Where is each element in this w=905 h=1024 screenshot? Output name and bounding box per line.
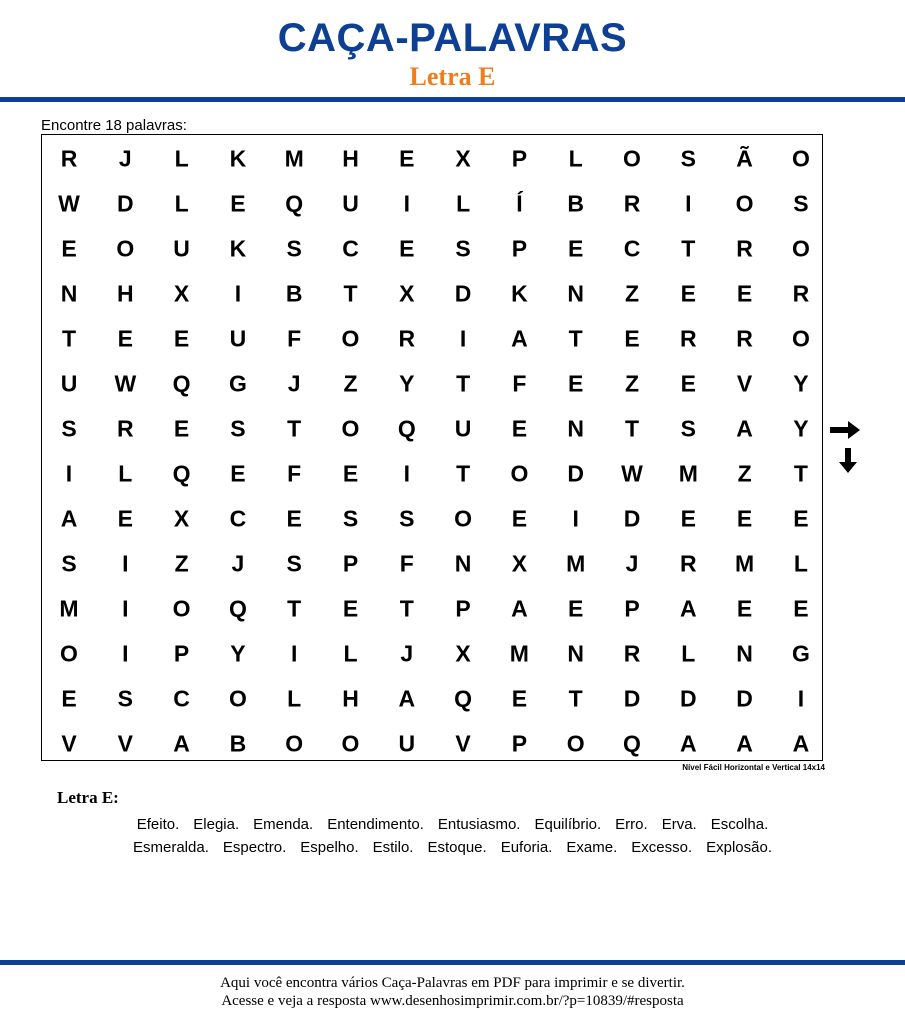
grid-letter: D	[454, 280, 472, 307]
word-list-item: Elegia.	[193, 816, 240, 833]
word-list-line-2	[0, 839, 905, 856]
word-list-item: Explosão.	[706, 839, 772, 856]
grid-letter: A	[679, 730, 697, 757]
grid-letter: Y	[230, 640, 246, 667]
word-list-item: Equilíbrio.	[534, 816, 602, 833]
word-list-item: Entusiasmo.	[437, 816, 521, 833]
grid-letter: R	[60, 145, 78, 172]
grid-letter: I	[403, 460, 410, 487]
grid-letter: R	[679, 325, 697, 352]
grid-letter: M	[509, 640, 529, 667]
page-title: CAÇA-PALAVRAS	[277, 16, 628, 60]
grid-letter: A	[60, 505, 78, 532]
grid-letter: E	[736, 595, 753, 622]
grid-letter: B	[285, 280, 303, 307]
grid-letter: S	[61, 550, 77, 577]
grid-letter: E	[230, 190, 246, 217]
grid-letter: X	[455, 145, 471, 172]
grid-letter: O	[791, 325, 810, 352]
grid-letter: E	[117, 325, 133, 352]
grid-letter: A	[173, 730, 190, 757]
grid-letter: I	[797, 685, 805, 712]
grid-letter: M	[284, 145, 304, 172]
grid-letter: O	[510, 460, 529, 487]
grid-letter: E	[568, 370, 584, 397]
grid-letter: E	[399, 145, 415, 172]
grid-letter: O	[285, 730, 304, 757]
grid-letter: C	[342, 235, 359, 262]
grid-letter: F	[399, 550, 414, 577]
grid-letter: A	[398, 685, 416, 712]
grid-letter: E	[511, 685, 528, 712]
grid-letter: P	[511, 235, 528, 262]
grid-letter: I	[572, 505, 579, 532]
word-list-item: Erro.	[615, 816, 648, 833]
grid-letter: E	[511, 415, 528, 442]
grid-letter: U	[60, 370, 78, 397]
grid-letter: O	[60, 640, 78, 667]
grid-letter: C	[229, 505, 247, 532]
grid-letter: O	[116, 235, 135, 262]
grid-letter: T	[568, 685, 583, 712]
footer-divider	[0, 960, 905, 965]
grid-letter: P	[342, 550, 359, 577]
grid-letter: U	[173, 235, 190, 262]
grid-letter: I	[459, 325, 467, 352]
word-list-item: Excesso.	[631, 839, 693, 856]
grid-letter: L	[681, 640, 696, 667]
grid-letter: B	[229, 730, 247, 757]
grid-letter: P	[624, 595, 640, 622]
grid-letter: E	[680, 280, 696, 307]
grid-letter: L	[343, 640, 358, 667]
grid-letter: L	[568, 145, 583, 172]
grid-letter: M	[59, 595, 79, 622]
grid-letter: T	[61, 325, 77, 352]
grid-letter: R	[736, 235, 753, 262]
grid-letter: M	[566, 550, 586, 577]
word-list-item: Esmeralda.	[133, 839, 209, 856]
grid-letter: I	[122, 640, 129, 667]
grid-letter: I	[234, 280, 242, 307]
grid-letter: E	[61, 685, 77, 712]
grid-letter: K	[511, 280, 528, 307]
grid-letter: R	[116, 415, 134, 442]
grid-letter: E	[624, 325, 640, 352]
grid-letter: Q	[285, 190, 304, 217]
word-list-item: Entendimento.	[327, 816, 424, 833]
grid-letter: I	[65, 460, 73, 487]
grid-letter: Z	[174, 550, 189, 577]
grid-letter: S	[286, 235, 302, 262]
grid-letter: T	[343, 280, 358, 307]
word-list-item: Erva.	[661, 816, 697, 833]
word-list-item: Emenda.	[253, 816, 314, 833]
footer-line-1: Aqui você encontra vários Caça-Palavras em PDF para imprimir e se divertir.	[220, 975, 685, 991]
grid-letter: L	[174, 190, 189, 217]
grid-letter: S	[680, 415, 696, 442]
grid-letter: Q	[454, 685, 473, 712]
grid-letter: X	[511, 550, 528, 577]
footer-line-2: Acesse e veja a resposta www.desenhosimprimir.com.br/?p=10839/#resposta	[221, 993, 684, 1009]
grid-letter: V	[455, 730, 471, 757]
grid-letter: Z	[624, 280, 640, 307]
grid-letter: E	[793, 505, 809, 532]
grid-letter: R	[623, 190, 641, 217]
grid-letter: N	[736, 640, 753, 667]
grid-letter: U	[229, 325, 247, 352]
grid-letter: T	[456, 460, 471, 487]
grid-letter: F	[287, 325, 302, 352]
grid-letter: X	[173, 505, 190, 532]
grid-letter: U	[398, 730, 416, 757]
grid-letter: A	[511, 325, 528, 352]
grid-letter: O	[623, 145, 641, 172]
grid-letter: Ã	[736, 145, 753, 172]
grid-letter: P	[511, 730, 528, 757]
grid-letter: S	[793, 190, 809, 217]
grid-letter: I	[290, 640, 298, 667]
grid-letter: S	[399, 505, 415, 532]
grid-letter: J	[287, 370, 301, 397]
grid-letter: D	[736, 685, 753, 712]
grid-letter: G	[228, 370, 247, 397]
grid-letter: E	[173, 415, 190, 442]
grid-letter: W	[58, 190, 80, 217]
grid-letter: S	[117, 685, 133, 712]
grid-letter: S	[61, 415, 77, 442]
grid-letter: J	[231, 550, 245, 577]
grid-letter: W	[621, 460, 643, 487]
grid-letter: T	[568, 325, 583, 352]
grid-letter: Q	[397, 415, 416, 442]
grid-letter: I	[403, 190, 410, 217]
grid-letter: H	[342, 145, 359, 172]
grid-letter: G	[791, 640, 810, 667]
grid-letter: T	[456, 370, 471, 397]
grid-letter: Q	[172, 370, 191, 397]
grid-letter: F	[287, 460, 302, 487]
grid-letter: T	[624, 415, 640, 442]
grid-letter: A	[792, 730, 810, 757]
grid-letter: S	[455, 235, 471, 262]
grid-letter: Z	[737, 460, 752, 487]
grid-letter: E	[680, 505, 696, 532]
grid-letter: F	[512, 370, 527, 397]
grid-letter: N	[60, 280, 78, 307]
grid-letter: O	[566, 730, 585, 757]
grid-letter: B	[567, 190, 584, 217]
direction-indicators	[826, 418, 862, 483]
grid-letter: S	[680, 145, 696, 172]
grid-letter: X	[173, 280, 190, 307]
word-list-item: Euforia.	[500, 839, 553, 856]
grid-letter: O	[735, 190, 754, 217]
grid-letter: A	[736, 730, 753, 757]
grid-letter: Q	[172, 460, 191, 487]
arrow-right-icon	[830, 421, 860, 439]
grid-letter: S	[342, 505, 359, 532]
word-list-item: Estilo.	[372, 839, 414, 856]
grid-letter: E	[61, 235, 77, 262]
grid-letter: C	[173, 685, 190, 712]
grid-letter: W	[114, 370, 137, 397]
word-list-line-1	[0, 816, 905, 833]
grid-letter: T	[399, 595, 414, 622]
grid-letter: D	[623, 505, 641, 532]
grid-letter: E	[736, 505, 753, 532]
grid-letter: J	[118, 145, 132, 172]
grid-letter: L	[174, 145, 189, 172]
instructions-text: Encontre 18 palavras:	[41, 117, 187, 134]
grid-letter: O	[341, 325, 360, 352]
header-divider	[0, 97, 905, 102]
word-list-item: Espelho.	[300, 839, 359, 856]
grid-letter: K	[229, 235, 247, 262]
grid-letter: E	[680, 370, 696, 397]
grid-letter: I	[685, 190, 692, 217]
grid-letter: Y	[399, 370, 415, 397]
word-list-item: Espectro.	[222, 839, 287, 856]
grid-letter: E	[230, 460, 246, 487]
grid-letter: L	[118, 460, 133, 487]
grid-letter: P	[511, 145, 528, 172]
grid-letter: I	[122, 595, 129, 622]
grid-letter: O	[791, 145, 810, 172]
grid-letter: T	[793, 460, 808, 487]
grid-letter: A	[736, 415, 753, 442]
grid-letter: U	[342, 190, 359, 217]
grid-letter: V	[736, 370, 753, 397]
grid-letter: O	[454, 505, 473, 532]
word-list-item: Estoque.	[427, 839, 487, 856]
grid-letter: H	[116, 280, 134, 307]
grid-letter: V	[117, 730, 133, 757]
grid-letter: X	[455, 640, 471, 667]
page-subtitle: Letra E	[409, 62, 496, 91]
grid-letter: Z	[624, 370, 640, 397]
word-list-item: Efeito.	[136, 816, 180, 833]
grid-letter: I	[122, 550, 129, 577]
grid-letter: J	[625, 550, 639, 577]
grid-letter: D	[567, 460, 584, 487]
grid-letter: D	[679, 685, 697, 712]
grid-letter: E	[399, 235, 415, 262]
grid-letter: P	[173, 640, 190, 667]
grid-letter: Q	[228, 595, 247, 622]
grid-letter: C	[623, 235, 641, 262]
word-list-heading: Letra E:	[57, 788, 119, 807]
grid-letter: J	[400, 640, 414, 667]
grid-letter: R	[679, 550, 697, 577]
grid-letter: A	[511, 595, 528, 622]
grid-letter: R	[736, 325, 753, 352]
grid-letter: A	[679, 595, 697, 622]
grid-letter: E	[286, 505, 302, 532]
level-note: Nível Fácil Horizontal e Vertical 14x14	[682, 763, 825, 772]
grid-letter: E	[342, 595, 359, 622]
grid-letter: R	[398, 325, 416, 352]
grid-letter: E	[173, 325, 190, 352]
word-list-item: Escolha.	[710, 816, 769, 833]
grid-letter: R	[792, 280, 810, 307]
grid-letter: O	[341, 730, 360, 757]
grid-letter: U	[454, 415, 472, 442]
grid-letter: O	[791, 235, 810, 262]
grid-letter: P	[455, 595, 471, 622]
grid-letter: M	[678, 460, 698, 487]
grid-letter: N	[454, 550, 472, 577]
arrow-down-icon	[839, 448, 857, 473]
grid-letter: Y	[793, 370, 809, 397]
grid-letter: L	[287, 685, 302, 712]
grid-letter: E	[568, 595, 584, 622]
grid-letter: L	[793, 550, 808, 577]
grid-letter: E	[511, 505, 528, 532]
word-list-item: Exame.	[566, 839, 618, 856]
grid-letter: S	[230, 415, 246, 442]
grid-letter: Z	[343, 370, 358, 397]
grid-letter: T	[287, 595, 302, 622]
grid-letter: O	[341, 415, 360, 442]
grid-letter: O	[228, 685, 247, 712]
grid-letter: M	[735, 550, 755, 577]
grid-letter: T	[287, 415, 302, 442]
direction-arrows	[826, 418, 862, 478]
word-search-grid	[41, 134, 823, 761]
grid-letter: E	[568, 235, 584, 262]
grid-letter: E	[342, 460, 359, 487]
grid-letter: N	[567, 640, 584, 667]
grid-letter: D	[116, 190, 134, 217]
grid-letter: E	[736, 280, 753, 307]
grid-letter: V	[61, 730, 77, 757]
grid-letter: D	[623, 685, 641, 712]
grid-letter: E	[117, 505, 133, 532]
grid-letter: T	[681, 235, 696, 262]
grid-letter: X	[399, 280, 415, 307]
grid-letter: Q	[623, 730, 641, 757]
grid-letter: K	[229, 145, 247, 172]
grid-letter: Í	[516, 190, 523, 217]
grid-letter: Y	[793, 415, 809, 442]
grid-letter: L	[456, 190, 471, 217]
grid-letter: O	[172, 595, 191, 622]
grid-letter: R	[623, 640, 641, 667]
grid-letter: H	[342, 685, 359, 712]
grid-letter: S	[286, 550, 302, 577]
grid-letter: N	[567, 280, 584, 307]
grid-letter: E	[793, 595, 809, 622]
grid-letter: N	[567, 415, 584, 442]
